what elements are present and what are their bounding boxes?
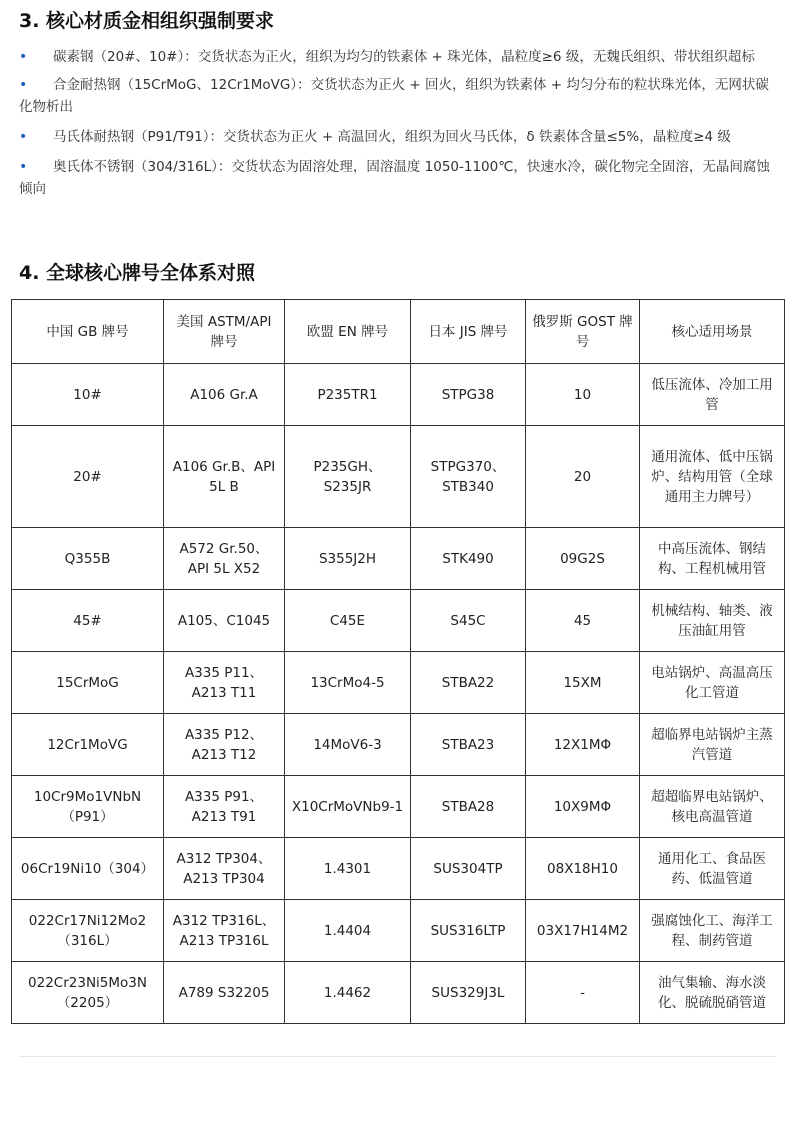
column-header-jis: 日本 JIS 牌号: [411, 300, 526, 364]
cell-astm: A312 TP316L、A213 TP316L: [164, 900, 285, 962]
cell-en: 14MoV6-3: [285, 714, 411, 776]
table-row: [12, 714, 785, 776]
requirements-list: [19, 46, 779, 200]
bullet-icon: •: [19, 129, 28, 145]
list-item: [19, 74, 779, 118]
table-row: [12, 962, 785, 1024]
column-header-gb: 中国 GB 牌号: [12, 300, 164, 364]
cell-gb: Q355B: [12, 528, 164, 590]
list-item-text: 碳素钢（20#、10#）：交货状态为正火，组织为均匀的铁素体 + 珠光体，晶粒度≥6 级，无魏氏组织、带状组织超标: [53, 49, 755, 65]
cell-application: 超临界电站锅炉主蒸汽管道: [640, 714, 785, 776]
cell-gb: 20#: [12, 426, 164, 528]
cell-jis: STBA23: [411, 714, 526, 776]
cell-astm: A312 TP304、A213 TP304: [164, 838, 285, 900]
cell-gb: 45#: [12, 590, 164, 652]
table-row: [12, 528, 785, 590]
table-row: [12, 652, 785, 714]
cell-astm: A789 S32205: [164, 962, 285, 1024]
cell-gb: 10#: [12, 364, 164, 426]
cell-jis: STBA22: [411, 652, 526, 714]
cell-gb: 12Cr1MoVG: [12, 714, 164, 776]
cell-gost: -: [526, 962, 640, 1024]
cell-en: X10CrMoVNb9-1: [285, 776, 411, 838]
cell-application: 油气集输、海水淡化、脱硫脱硝管道: [640, 962, 785, 1024]
cell-jis: SUS329J3L: [411, 962, 526, 1024]
cell-en: C45E: [285, 590, 411, 652]
cell-gb: 06Cr19Ni10（304）: [12, 838, 164, 900]
column-header-gost: 俄罗斯 GOST 牌号: [526, 300, 640, 364]
column-header-application: 核心适用场景: [640, 300, 785, 364]
list-item: [19, 156, 779, 200]
column-header-en: 欧盟 EN 牌号: [285, 300, 411, 364]
cell-astm: A335 P12、A213 T12: [164, 714, 285, 776]
cell-application: 低压流体、冷加工用管: [640, 364, 785, 426]
cell-gost: 10: [526, 364, 640, 426]
cell-gost: 10X9MΦ: [526, 776, 640, 838]
section-4-heading: 4. 全球核心牌号全体系对照: [19, 262, 256, 284]
bottom-divider: [19, 1056, 775, 1057]
cell-astm: A572 Gr.50、API 5L X52: [164, 528, 285, 590]
cell-astm: A105、C1045: [164, 590, 285, 652]
table-row: [12, 776, 785, 838]
cell-en: S355J2H: [285, 528, 411, 590]
cell-application: 机械结构、轴类、液压油缸用管: [640, 590, 785, 652]
bullet-icon: •: [19, 77, 28, 93]
cell-gost: 15XM: [526, 652, 640, 714]
cell-en: 1.4462: [285, 962, 411, 1024]
cell-en: 1.4301: [285, 838, 411, 900]
cell-en: 1.4404: [285, 900, 411, 962]
cell-astm: A335 P91、A213 T91: [164, 776, 285, 838]
cell-gb: 022Cr23Ni5Mo3N（2205）: [12, 962, 164, 1024]
cell-gb: 15CrMoG: [12, 652, 164, 714]
section-3-heading: 3. 核心材质金相组织强制要求: [19, 10, 275, 32]
cell-gost: 03X17H14M2: [526, 900, 640, 962]
cell-en: P235GH、S235JR: [285, 426, 411, 528]
cell-application: 强腐蚀化工、海洋工程、制药管道: [640, 900, 785, 962]
cell-astm: A106 Gr.B、API 5L B: [164, 426, 285, 528]
bullet-icon: •: [19, 49, 28, 65]
table-row: [12, 900, 785, 962]
cell-gost: 09G2S: [526, 528, 640, 590]
table-row: [12, 364, 785, 426]
cell-application: 电站锅炉、高温高压化工管道: [640, 652, 785, 714]
cell-en: 13CrMo4-5: [285, 652, 411, 714]
table-row: [12, 838, 785, 900]
table-header-row: [12, 300, 785, 364]
cell-astm: A106 Gr.A: [164, 364, 285, 426]
cell-jis: SUS316LTP: [411, 900, 526, 962]
bullet-icon: •: [19, 159, 28, 175]
list-item-text: 马氏体耐热钢（P91/T91）：交货状态为正火 + 高温回火，组织为回火马氏体，δ 铁素体含量≤5%，晶粒度≥4 级: [53, 129, 731, 145]
table-row: [12, 426, 785, 528]
cell-application: 通用化工、食品医药、低温管道: [640, 838, 785, 900]
list-item: [19, 46, 779, 68]
cell-application: 中高压流体、钢结构、工程机械用管: [640, 528, 785, 590]
cell-jis: STK490: [411, 528, 526, 590]
cell-jis: STPG38: [411, 364, 526, 426]
cell-application: 超超临界电站锅炉、核电高温管道: [640, 776, 785, 838]
cell-gost: 20: [526, 426, 640, 528]
cell-gb: 10Cr9Mo1VNbN（P91）: [12, 776, 164, 838]
cell-jis: STPG370、STB340: [411, 426, 526, 528]
column-header-astm: 美国 ASTM/API 牌号: [164, 300, 285, 364]
list-item-text: 合金耐热钢（15CrMoG、12Cr1MoVG）：交货状态为正火 + 回火，组织为铁素体 + 均匀分布的粒状珠光体，无网状碳化物析出: [19, 77, 769, 115]
cell-gb: 022Cr17Ni12Mo2（316L）: [12, 900, 164, 962]
cell-application: 通用流体、低中压锅炉、结构用管（全球通用主力牌号）: [640, 426, 785, 528]
table-row: [12, 590, 785, 652]
cell-gost: 12X1MΦ: [526, 714, 640, 776]
cell-jis: S45C: [411, 590, 526, 652]
cell-jis: SUS304TP: [411, 838, 526, 900]
list-item-text: 奥氏体不锈钢（304/316L）：交货状态为固溶处理，固溶温度 1050-1100℃，快速水冷，碳化物完全固溶，无晶间腐蚀倾向: [19, 159, 770, 197]
cell-gost: 45: [526, 590, 640, 652]
cell-astm: A335 P11、A213 T11: [164, 652, 285, 714]
cell-en: P235TR1: [285, 364, 411, 426]
cell-gost: 08X18H10: [526, 838, 640, 900]
list-item: [19, 126, 779, 148]
grade-comparison-table: [11, 299, 785, 1024]
cell-jis: STBA28: [411, 776, 526, 838]
